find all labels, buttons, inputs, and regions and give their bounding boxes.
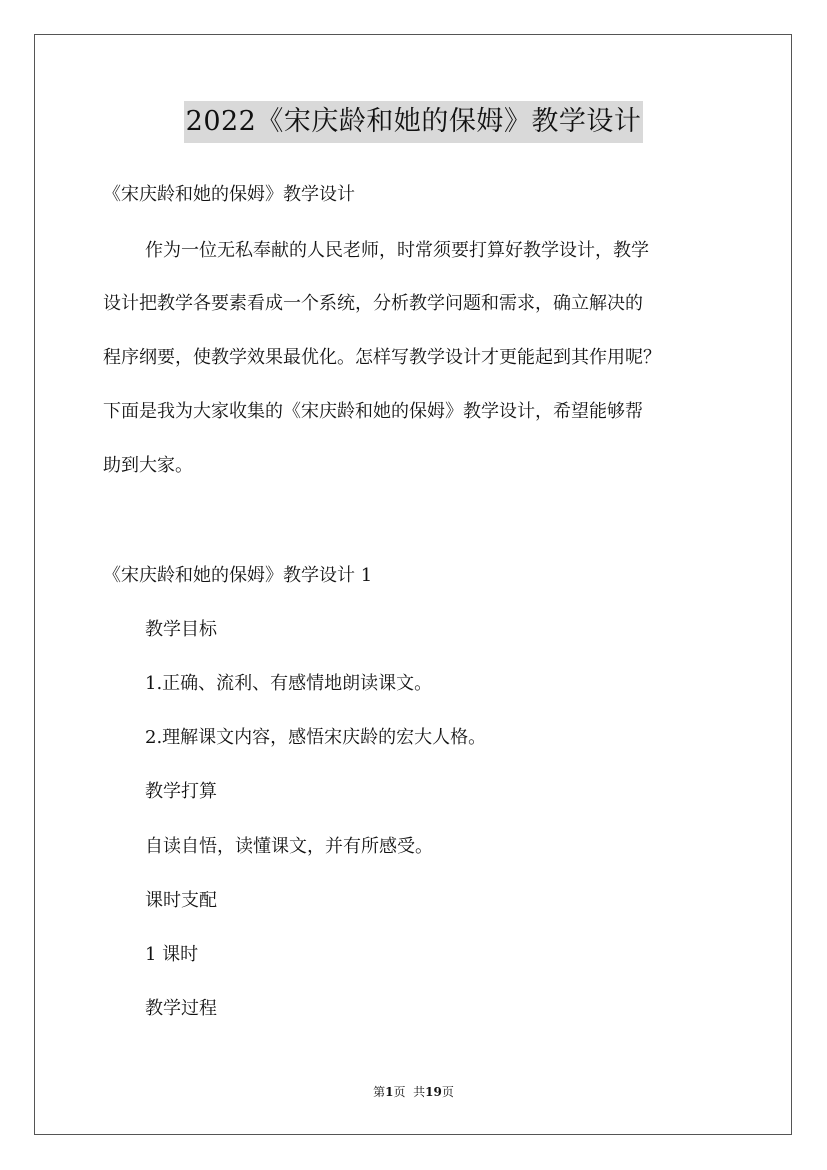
intro-line-1: 作为一位无私奉献的人民老师，时常须要打算好教学设计，教学 [145,240,649,261]
section-item: 1.正确、流利、有感情地朗读课文。 [145,673,433,694]
intro-line-4: 下面是我为大家收集的《宋庆龄和她的保姆》教学设计，希望能够帮 [103,401,643,422]
section-item: 1 课时 [145,944,199,965]
intro-line-5: 助到大家。 [103,455,193,476]
footer-total-pages: 19 [425,1085,442,1099]
footer-page-prefix: 第 [373,1085,386,1099]
document-title: 2022《宋庆龄和她的保姆》教学设计 [184,101,644,143]
section-item: 教学过程 [145,998,217,1019]
section-item: 教学打算 [145,781,217,802]
section-item: 自读自悟，读懂课文，并有所感受。 [145,836,433,857]
section-item: 2.理解课文内容，感悟宋庆龄的宏大人格。 [145,727,487,748]
footer-page-mid: 页 共 [393,1085,426,1099]
title-container [0,101,827,143]
section-item: 教学目标 [145,619,217,640]
section-heading: 《宋庆龄和她的保姆》教学设计 1 [103,565,373,586]
intro-line-2: 设计把教学各要素看成一个系统，分析教学问题和需求，确立解决的 [103,293,643,314]
footer-page-number: 1 [385,1085,394,1099]
page-footer [0,1083,827,1100]
section-item: 课时支配 [145,890,217,911]
footer-page-suffix: 页 [441,1085,454,1099]
intro-line-3: 程序纲要，使教学效果最优化。怎样写教学设计才更能起到其作用呢？ [103,347,661,368]
document-subtitle: 《宋庆龄和她的保姆》教学设计 [103,184,355,205]
